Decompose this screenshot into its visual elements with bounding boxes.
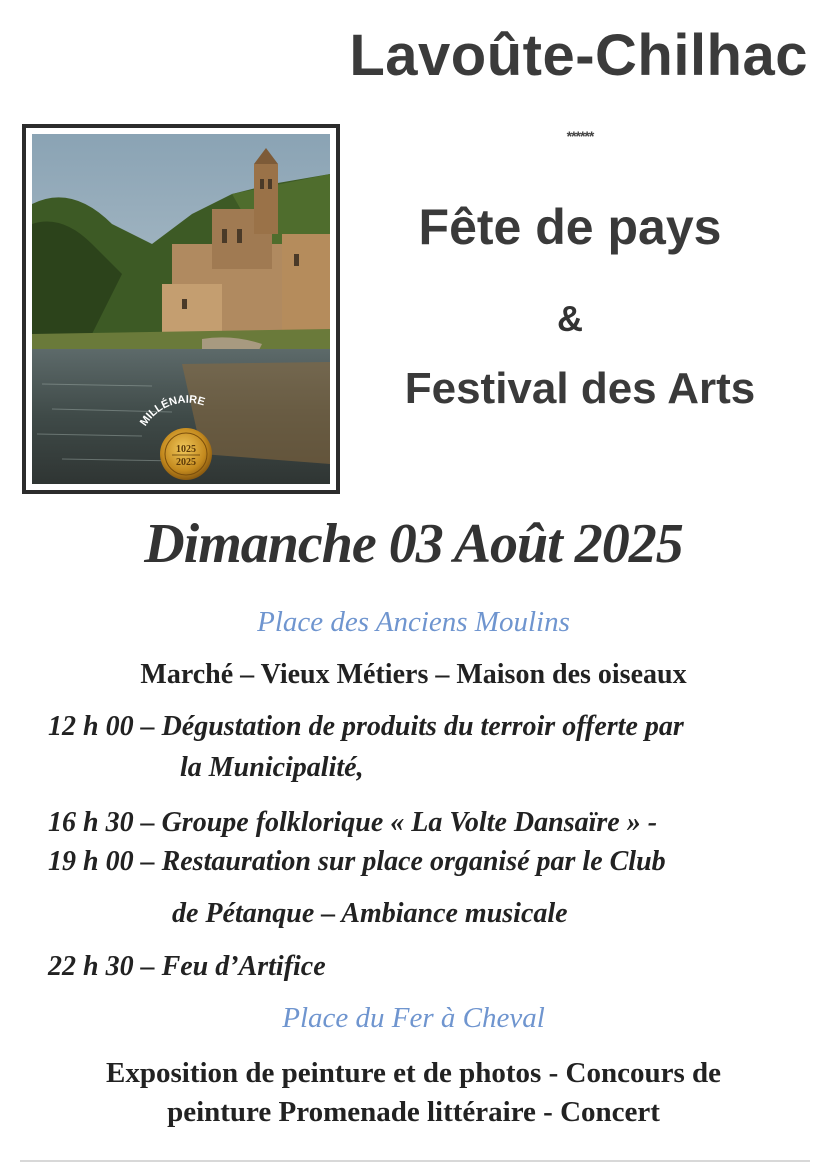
page-title: Lavoûte-Chilhac — [349, 23, 808, 88]
schedule-item-1630: 16 h 30 – Groupe folklorique « La Volte Dansaïre » - — [48, 807, 658, 838]
schedule-item-1900-cont: de Pétanque – Ambiance musicale — [172, 898, 568, 929]
village-river-photo — [32, 134, 330, 484]
event-ampersand: & — [557, 298, 583, 339]
event-name-line2: Festival des Arts — [404, 364, 756, 413]
schedule-item-1200: 12 h 00 – Dégustation de produits du terroir offerte par — [48, 711, 684, 742]
venue-heading-moulins: Place des Anciens Moulins — [257, 606, 570, 638]
exhibition-line2: peinture Promenade littéraire - Concert — [167, 1096, 660, 1128]
schedule-item-2230: 22 h 30 – Feu d’Artifice — [48, 951, 326, 982]
event-date: Dimanche 03 Août 2025 — [144, 513, 683, 575]
event-name-line1: Fête de pays — [418, 199, 722, 255]
schedule-item-1900: 19 h 00 – Restauration sur place organisé par le Club — [48, 846, 666, 877]
exhibition-line1: Exposition de peinture et de photos - Concours de — [106, 1057, 721, 1089]
photo-frame — [22, 124, 340, 494]
seal-year-end: 2025 — [176, 457, 196, 468]
activities-line: Marché – Vieux Métiers – Maison des oiseaux — [140, 659, 687, 690]
venue-heading-fer-a-cheval: Place du Fer à Cheval — [282, 1002, 545, 1034]
seal-year-start: 1025 — [176, 444, 196, 455]
page-bottom-rule — [20, 1160, 810, 1162]
schedule-item-1200-cont: la Municipalité, — [180, 752, 364, 783]
seal-text: MILLÉNAIRE — [137, 393, 207, 429]
separator: ****** — [566, 128, 594, 144]
